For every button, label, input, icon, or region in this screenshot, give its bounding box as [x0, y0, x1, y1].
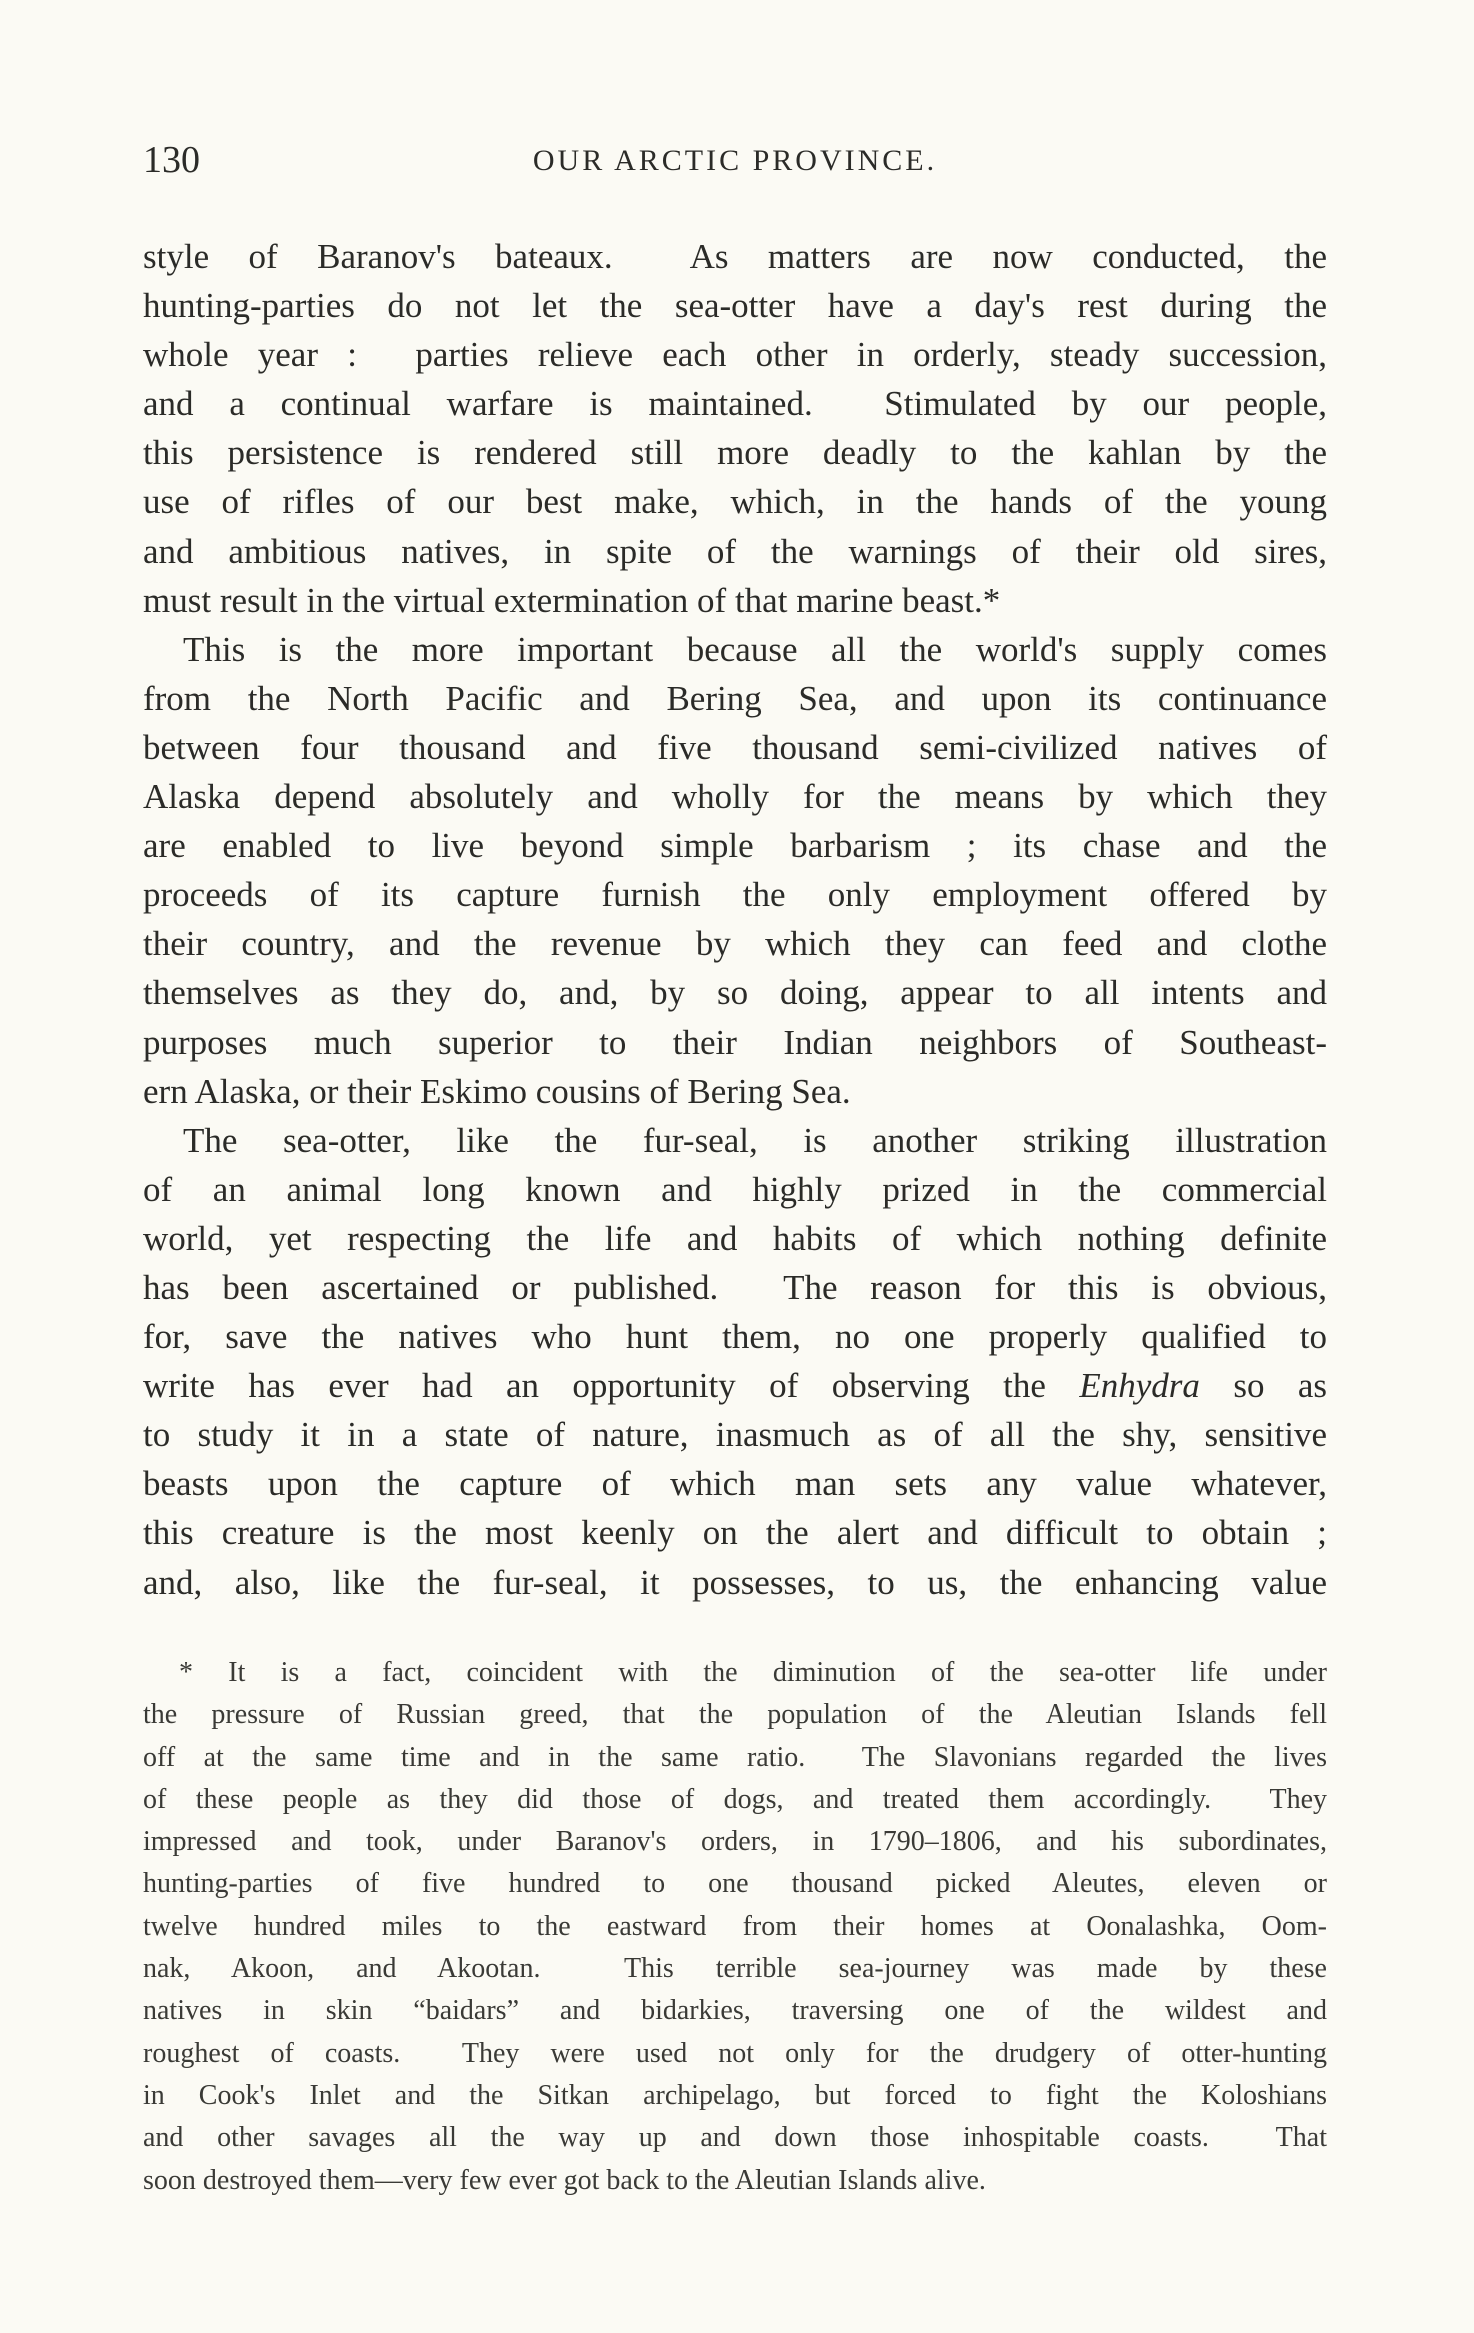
footnote-line-text: natives in skin “baidars” and bidarkies, traversing one of the wildest and	[143, 1995, 1327, 2027]
footnote-line-text: hunting-parties of five hundred to one thousand picked Aleutes, eleven or	[143, 1868, 1327, 1900]
body-line-text: has been ascertained or published. The reason for this is obvious,	[143, 1267, 1327, 1307]
body-line-text: this persistence is rendered still more deadly to the kahlan by the	[143, 433, 1327, 473]
footnote-line-text: and other savages all the way up and down those inhospitable coasts. That	[143, 2122, 1327, 2154]
body-line-text: write has ever had an opportunity of observing the	[143, 1366, 1080, 1406]
body-line-text: to study it in a state of nature, inasmuch as of all the shy, sensitive	[143, 1415, 1327, 1455]
body-line	[143, 1116, 1327, 1165]
footnote	[143, 1652, 1327, 2202]
body-line	[143, 674, 1327, 723]
body-line	[143, 772, 1327, 821]
body-line	[143, 379, 1327, 428]
body-line-text: and a continual warfare is maintained. Stimulated by our people,	[143, 384, 1327, 424]
footnote-line-text: of these people as they did those of dogs, and treated them accordingly. They	[143, 1783, 1327, 1815]
body-line	[143, 1361, 1327, 1410]
body-line	[143, 281, 1327, 330]
body-line-text: beasts upon the capture of which man sets any value whatever,	[143, 1464, 1327, 1504]
body-line	[143, 1459, 1327, 1508]
body-line	[143, 1410, 1327, 1459]
footnote-line	[143, 1652, 1327, 1694]
body-line	[143, 625, 1327, 674]
footnote-line-text: off at the same time and in the same ratio. The Slavonians regarded the lives	[143, 1741, 1327, 1773]
footnote-line-text: the pressure of Russian greed, that the population of the Aleutian Islands fell	[143, 1699, 1327, 1731]
body-line-text: whole year : parties relieve each other in orderly, steady succession,	[143, 335, 1327, 375]
body-line-text: This is the more important because all the world's supply comes	[183, 629, 1327, 669]
body-line	[143, 527, 1327, 576]
body-line-text: of an animal long known and highly prized in the commercial	[143, 1169, 1327, 1209]
body-line	[143, 232, 1327, 281]
page-number: 130	[143, 139, 200, 181]
body-line-text: hunting-parties do not let the sea-otter have a day's rest during the	[143, 286, 1327, 326]
body-line	[143, 576, 1327, 625]
body-line	[143, 477, 1327, 526]
body-line-text: so as	[1199, 1366, 1328, 1406]
body-line-text: for, save the natives who hunt them, no one properly qualified to	[143, 1317, 1327, 1357]
footnote-line	[143, 1779, 1327, 1821]
body-line	[143, 821, 1327, 870]
body-line	[143, 1067, 1327, 1116]
body-line-text: purposes much superior to their Indian neighbors of Southeast-	[143, 1022, 1327, 1062]
body-line-text: their country, and the revenue by which they can feed and clothe	[143, 924, 1327, 964]
footnote-line	[143, 1948, 1327, 1990]
body-line-text: ern Alaska, or their Eskimo cousins of Bering Sea.	[143, 1071, 851, 1111]
body-line	[143, 1263, 1327, 1312]
body-line	[143, 1165, 1327, 1214]
running-title: OUR ARCTIC PROVINCE.	[532, 144, 938, 177]
body-line	[143, 330, 1327, 379]
footnote-line	[143, 2117, 1327, 2159]
body-line-text: world, yet respecting the life and habits of which nothing definite	[143, 1218, 1327, 1258]
body-line	[143, 968, 1327, 1017]
footnote-line	[143, 2075, 1327, 2117]
body-line	[143, 428, 1327, 477]
body-line	[143, 1018, 1327, 1067]
italic-term: Enhydra	[1079, 1366, 1200, 1406]
body-line-text: The sea-otter, like the fur-seal, is another striking illustration	[183, 1120, 1327, 1160]
footnote-line-text: soon destroyed them—very few ever got back to the Aleutian Islands alive.	[143, 2164, 986, 2196]
footnote-line	[143, 1906, 1327, 1948]
footnote-line-text: * It is a fact, coincident with the diminution of the sea-otter life under	[179, 1657, 1327, 1688]
body-line-text: are enabled to live beyond simple barbarism ; its chase and the	[143, 826, 1327, 866]
footnote-line-text: impressed and took, under Baranov's orders, in 1790–1806, and his subordinates,	[143, 1826, 1327, 1858]
body-line-text: and, also, like the fur-seal, it possesses, to us, the enhancing value	[143, 1562, 1327, 1602]
footnote-line	[143, 1737, 1327, 1779]
body-line-text: from the North Pacific and Bering Sea, and upon its continuance	[143, 678, 1327, 718]
footnote-line-text: twelve hundred miles to the eastward from their homes at Oonalashka, Oom-	[143, 1910, 1327, 1942]
footnote-line	[143, 1990, 1327, 2032]
body-line-text: between four thousand and five thousand semi-civilized natives of	[143, 727, 1327, 767]
body-line-text: Alaska depend absolutely and wholly for the means by which they	[143, 777, 1327, 817]
body-line	[143, 1214, 1327, 1263]
body-line-text: proceeds of its capture furnish the only employment offered by	[143, 875, 1327, 915]
footnote-line	[143, 2033, 1327, 2075]
body-text	[143, 232, 1327, 1607]
page-header	[143, 138, 1327, 188]
footnote-line-text: nak, Akoon, and Akootan. This terrible sea-journey was made by these	[143, 1953, 1327, 1985]
body-line	[143, 1558, 1327, 1607]
body-line-text: this creature is the most keenly on the alert and difficult to obtain ;	[143, 1513, 1327, 1553]
body-line-text: themselves as they do, and, by so doing, appear to all intents and	[143, 973, 1327, 1013]
footnote-line	[143, 2160, 1327, 2202]
body-line-text: style of Baranov's bateaux. As matters are now conducted, the	[143, 237, 1327, 276]
footnote-line	[143, 1821, 1327, 1863]
footnote-line	[143, 1694, 1327, 1736]
body-line-text: and ambitious natives, in spite of the warnings of their old sires,	[143, 531, 1327, 571]
body-line-text: must result in the virtual extermination of that marine beast.*	[143, 580, 1001, 620]
body-line	[143, 1312, 1327, 1361]
body-line	[143, 1508, 1327, 1557]
body-line	[143, 919, 1327, 968]
footnote-line-text: in Cook's Inlet and the Sitkan archipelago, but forced to fight the Koloshians	[143, 2079, 1327, 2111]
footnote-line	[143, 1863, 1327, 1905]
body-line-text: use of rifles of our best make, which, in the hands of the young	[143, 482, 1327, 522]
body-line	[143, 723, 1327, 772]
body-line	[143, 870, 1327, 919]
footnote-line-text: roughest of coasts. They were used not only for the drudgery of otter-hunting	[143, 2037, 1327, 2069]
